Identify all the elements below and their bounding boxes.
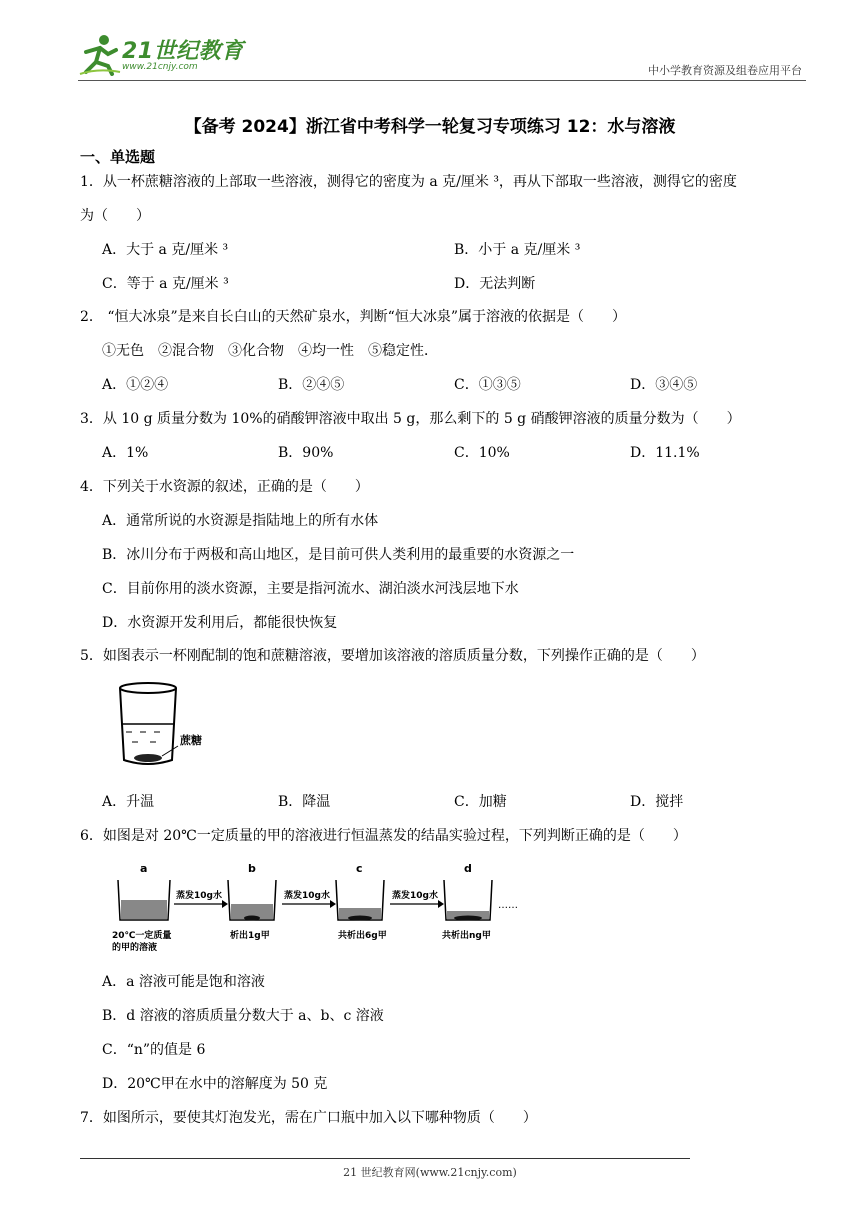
footer-text: 21 世纪教育网(www.21cnjy.com): [343, 1166, 517, 1179]
platform-name: 中小学教育资源及组卷应用平台: [648, 64, 802, 77]
caption-d: 共析出ng甲: [442, 931, 491, 941]
question-3-option-a: A．1%: [102, 445, 149, 461]
runner-logo-icon: [78, 32, 122, 76]
sugar-solution-beaker-figure: [110, 680, 210, 772]
question-4-option-a: A．通常所说的水资源是指陆地上的所有水体: [102, 513, 379, 529]
question-3-option-d: D．11.1%: [630, 445, 700, 461]
question-2-option-d: D．③④⑤: [630, 377, 698, 393]
question-1-option-a: A．大于 a 克/厘米 ³: [102, 242, 229, 258]
question-2-line-1: 2． “恒大冰泉”是来自长白山的天然矿泉水，判断“恒大冰泉”属于溶液的依据是（ ）: [80, 309, 626, 325]
question-5-line-1: 5．如图表示一杯刚配制的饱和蔗糖溶液，要增加该溶液的溶质质量分数，下列操作正确的是（ ）: [80, 648, 705, 664]
logo-text: 21世纪教育: [122, 39, 244, 64]
footer-divider: [80, 1158, 690, 1159]
question-4-option-b: B．冰川分布于两极和高山地区，是目前可供人类利用的最重要的水资源之一: [102, 547, 575, 563]
sugar-label: 蔗糖: [180, 734, 202, 747]
question-5-option-c: C．加糖: [454, 794, 507, 810]
logo-url: www.21cnjy.com: [122, 62, 198, 72]
question-2-option-a: A．①②④: [102, 377, 169, 393]
beaker-label-a: a: [140, 862, 148, 875]
ellipsis: ……: [498, 900, 518, 911]
question-1-option-c: C．等于 a 克/厘米 ³: [102, 276, 229, 292]
question-3-option-b: B．90%: [278, 445, 334, 461]
site-logo: [78, 32, 248, 78]
header-divider: [78, 80, 806, 81]
caption-c: 共析出6g甲: [338, 931, 387, 941]
caption-a-line-1: 20℃一定质量: [112, 931, 172, 941]
question-6-option-a: A．a 溶液可能是饱和溶液: [102, 974, 265, 990]
question-6-option-b: B．d 溶液的溶质质量分数大于 a、b、c 溶液: [102, 1008, 384, 1024]
question-4-option-c: C．目前你用的淡水资源，主要是指河流水、湖泊淡水河浅层地下水: [102, 581, 519, 597]
question-1-line-1: 1．从一杯蔗糖溶液的上部取一些溶液，测得它的密度为 a 克/厘米 ³，再从下部取一些溶液，测得它的密度: [80, 174, 737, 190]
question-5-option-a: A．升温: [102, 794, 155, 810]
question-4-line-1: 4．下列关于水资源的叙述，正确的是（ ）: [80, 479, 369, 495]
beaker-label-b: b: [248, 862, 256, 875]
question-3-option-c: C．10%: [454, 445, 510, 461]
page-title: 【备考 2024】浙江省中考科学一轮复习专项练习 12：水与溶液: [184, 117, 676, 137]
section-heading: 一、单选题: [80, 148, 156, 166]
question-1-line-2: 为（ ）: [80, 208, 150, 224]
arrow-label-3: 蒸发10g水: [392, 891, 438, 901]
question-2-option-c: C．①③⑤: [454, 377, 521, 393]
question-3-line-1: 3．从 10 g 质量分数为 10%的硝酸钾溶液中取出 5 g，那么剩下的 5 g 硝酸钾溶液的质量分数为（ ）: [80, 411, 741, 427]
beaker-label-d: d: [464, 862, 472, 875]
caption-b: 析出1g甲: [230, 931, 270, 941]
question-2-line-2: ①无色 ②混合物 ③化合物 ④均一性 ⑤稳定性．: [102, 343, 438, 359]
question-7-line-1: 7．如图所示，要使其灯泡发光，需在广口瓶中加入以下哪种物质（ ）: [80, 1110, 537, 1126]
question-1-option-d: D．无法判断: [454, 276, 536, 292]
question-5-option-d: D．搅拌: [630, 794, 684, 810]
question-5-option-b: B．降温: [278, 794, 331, 810]
arrow-label-2: 蒸发10g水: [284, 891, 330, 901]
question-6-option-c: C．“n”的值是 6: [102, 1042, 206, 1058]
question-1-option-b: B．小于 a 克/厘米 ³: [454, 242, 581, 258]
evaporation-experiment-figure: [108, 858, 528, 958]
arrow-label-1: 蒸发10g水: [176, 891, 222, 901]
caption-a-line-2: 的甲的溶液: [112, 943, 158, 953]
question-6-line-1: 6．如图是对 20℃一定质量的甲的溶液进行恒温蒸发的结晶实验过程，下列判断正确的是（ ）: [80, 828, 687, 844]
question-4-option-d: D．水资源开发利用后，都能很快恢复: [102, 615, 338, 631]
beaker-label-c: c: [356, 862, 363, 875]
question-2-option-b: B．②④⑤: [278, 377, 345, 393]
question-6-option-d: D．20℃甲在水中的溶解度为 50 克: [102, 1076, 328, 1092]
